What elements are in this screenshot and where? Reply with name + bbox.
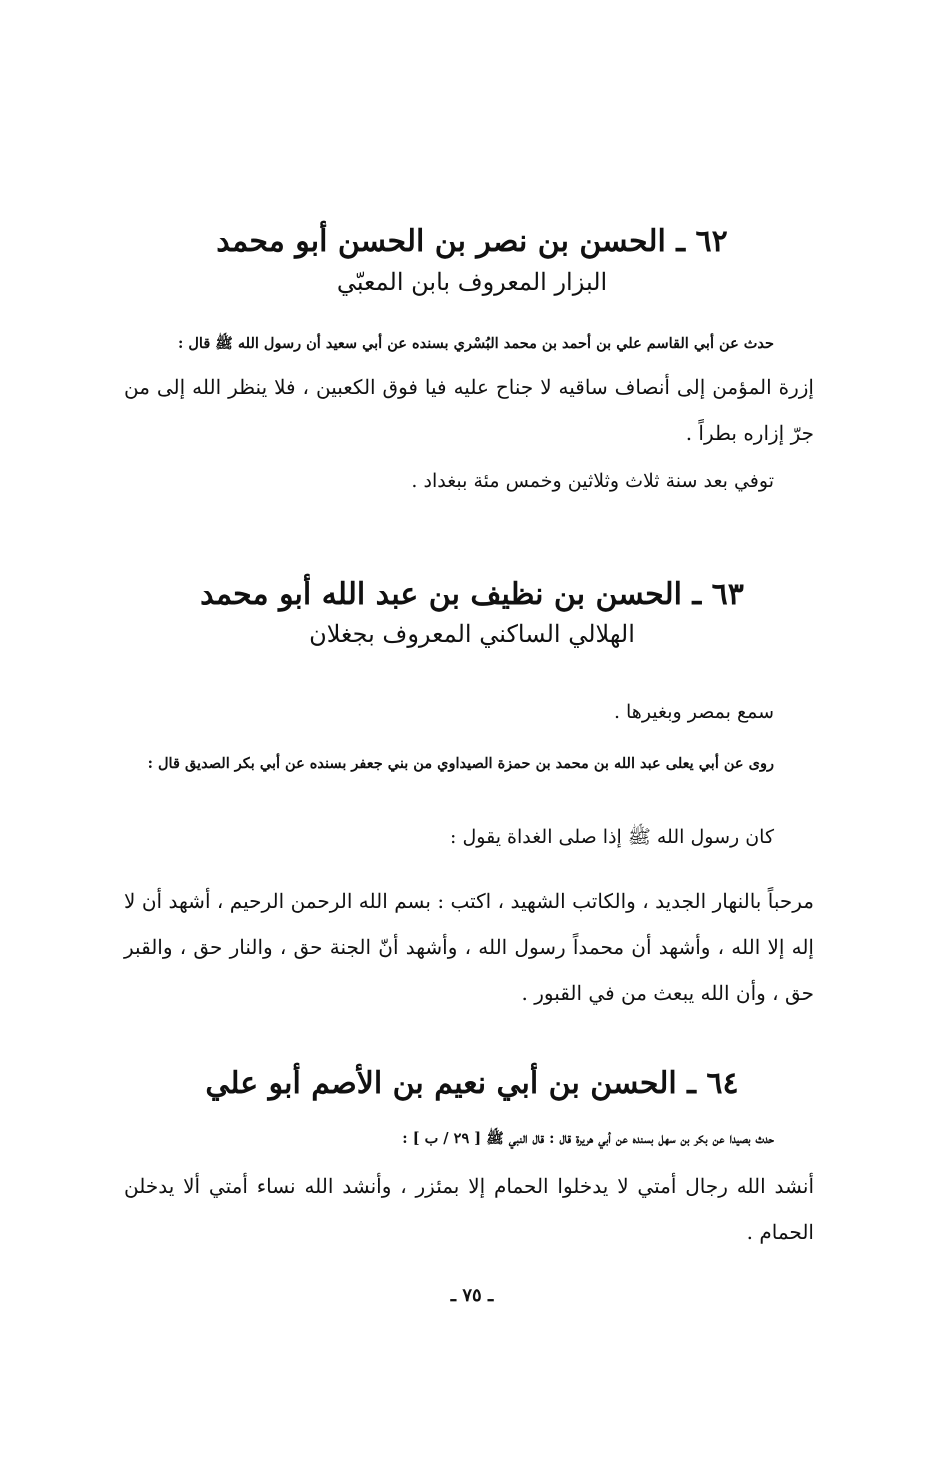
entry-63-title: ٦٣ ـ الحسن بن نظيف بن عبد الله أبو محمد: [200, 577, 744, 612]
entry-62-subtitle: البزار المعروف بابن المعبّي: [336, 268, 608, 296]
entry-63-intro: سمع بمصر وبغيرها .: [613, 701, 774, 723]
entry-62-hadith: إزرة المؤمن إلى أنصاف ساقيه لا جناح عليه فيا فوق الكعبين ، فلا ينظر الله إلى من جرّ إزاره بطراً .: [124, 375, 814, 445]
entry-63-subtitle: الهلالي الساكني المعروف بجغلان: [309, 620, 635, 648]
entry-62-title: ٦٢ ـ الحسن بن نصر بن الحسن أبو محمد: [216, 224, 728, 259]
entry-64-title: ٦٤ ـ الحسن بن أبي نعيم بن الأصم أبو علي: [205, 1066, 739, 1101]
page-number: ـ ٧٥ ـ: [450, 1285, 494, 1306]
entry-64-hadith: أنشد الله رجال أمتي لا يدخلوا الحمام إلا بمئزر ، وأنشد الله نساء أمتي ألا يدخلن الحمام .: [124, 1174, 814, 1244]
entry-64-isnad: حدث بصيدا عن بكر بن سهل بسنده عن أبي هريرة قال : قال النبي ﷺ [ ٢٩ / ب ] :: [402, 1130, 774, 1147]
entry-63-hadith: مرحباً بالنهار الجديد ، والكاتب الشهيد ، اكتب : بسم الله الرحمن الرحيم ، أشهد أن لا إله إلا الله ، وأشهد أن محمداً رسول الله ، وأشهد أنّ الجنة حق ، والنار حق ، والقبر حق ، وأن الله يبعث من في القبور .: [124, 889, 814, 1005]
entry-62-death-note: توفي بعد سنة ثلاث وثلاثين وخمس مئة ببغداد .: [411, 470, 774, 492]
entry-63-lead: كان رسول الله ﷺ إذا صلى الغداة يقول :: [450, 826, 774, 848]
entry-63-isnad: روى عن أبي يعلى عبد الله بن محمد بن حمزة الصيداوي من بني جعفر بسنده عن أبي بكر الصديق قال :: [147, 755, 774, 772]
entry-62-isnad: حدث عن أبي القاسم علي بن أحمد بن محمد البُسْري بسنده عن أبي سعيد أن رسول الله ﷺ قال :: [177, 335, 774, 352]
